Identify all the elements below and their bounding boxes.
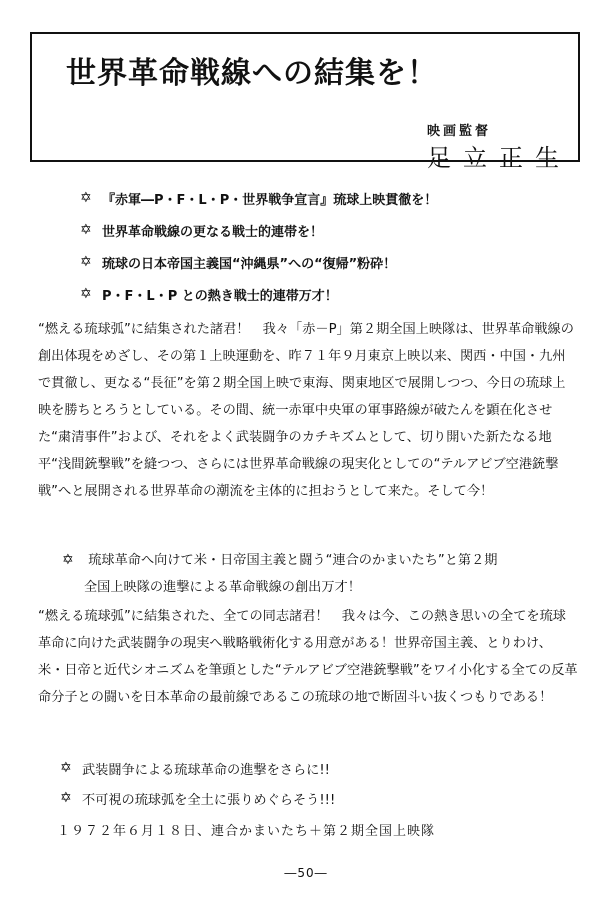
closing-slogan-item xyxy=(60,753,580,783)
closing-slogan-text: 不可視の琉球弧を全土に張りめぐらそう!!! xyxy=(82,792,336,808)
page-title: 世界革命戦線への結集を！ xyxy=(66,56,438,91)
body-paragraph-2: “燃える琉球弧”に結集された、全ての同志諸君！ 我々は今、この熱き思いの全てを琉球革命に向けた武装闘争の現実へ戦略戦術化する用意がある！世界帝国主義、とりわけ、米・日帝と近代シオニズムを筆頭とした“テルアビブ空港銃撃戦”をワイ小化する全ての反革命分子との闘いを日本革命の最前線であるこの琉球の地で断固斗い抜くつもりである！ xyxy=(38,609,578,705)
closing-slogan-text: 武装闘争による琉球革命の進撃をさらに!! xyxy=(82,762,330,778)
date-signature: １９７２年６月１８日、連合かまいたち＋第２期全国上映隊 xyxy=(57,824,436,839)
slogan-text: 『赤軍―P・F・L・P・世界戦争宣言』琉球上映貫徹を！ xyxy=(102,192,438,208)
star-of-david-icon: ✡ xyxy=(80,254,92,270)
slogan-text: P・F・L・P との熱き戦士的連帯万才！ xyxy=(102,288,338,304)
star-of-david-icon: ✡ xyxy=(60,760,72,776)
author-role: 映画監督 xyxy=(427,124,492,139)
mid-slogan xyxy=(62,547,582,601)
title-box xyxy=(30,32,580,172)
star-of-david-icon: ✡ xyxy=(80,222,92,238)
author-name: 足立正生 xyxy=(427,144,571,172)
slogan-text: 琉球の日本帝国主義国“沖縄県”への“復帰”粉砕！ xyxy=(102,256,397,272)
star-of-david-icon: ✡ xyxy=(80,286,92,302)
star-of-david-icon: ✡ xyxy=(80,190,92,206)
slogan-list xyxy=(80,182,580,310)
closing-slogans xyxy=(60,753,580,813)
page-number: ―50― xyxy=(284,866,328,880)
closing-slogan-item xyxy=(60,783,580,813)
slogan-item xyxy=(80,214,580,246)
slogan-item xyxy=(80,182,580,214)
slogan-item xyxy=(80,246,580,278)
star-of-david-icon: ✡ xyxy=(62,552,74,568)
star-of-david-icon: ✡ xyxy=(60,790,72,806)
slogan-text: 世界革命戦線の更なる戦士的連帯を！ xyxy=(102,224,324,240)
slogan-item xyxy=(80,278,580,310)
body-paragraph-1: “燃える琉球弧”に結集された諸君！ 我々「赤－P」第２期全国上映隊は、世界革命戦線の創出体現をめざし、その第１上映運動を、昨７１年９月東京上映以来、関西・中国・九州で貫徹し、更なる“長征”を第２期全国上映で東海、関東地区で展開しつつ、今日の琉球上映を勝ちとろうとしている。その間、統一赤軍中央軍の軍事路線が破たんを顕在化させた“粛清事件”および、それをよく武装闘争のカチキズムとして、切り開いた新たなる地平“浅間銃撃戦”を縫つつ、さらには世界革命戦線の現実化としての“テルアビブ空港銃撃戦”へと展開される世界革命の潮流を主体的に担おうとして来た。そして今！ xyxy=(38,322,574,499)
mid-slogan-line-1: 琉球革命へ向けて米・日帝国主義と闘う“連合のかまいたち”と第２期 xyxy=(88,553,498,568)
mid-slogan-line-2: 全国上映隊の進撃による革命戦線の創出万才！ xyxy=(84,580,361,595)
